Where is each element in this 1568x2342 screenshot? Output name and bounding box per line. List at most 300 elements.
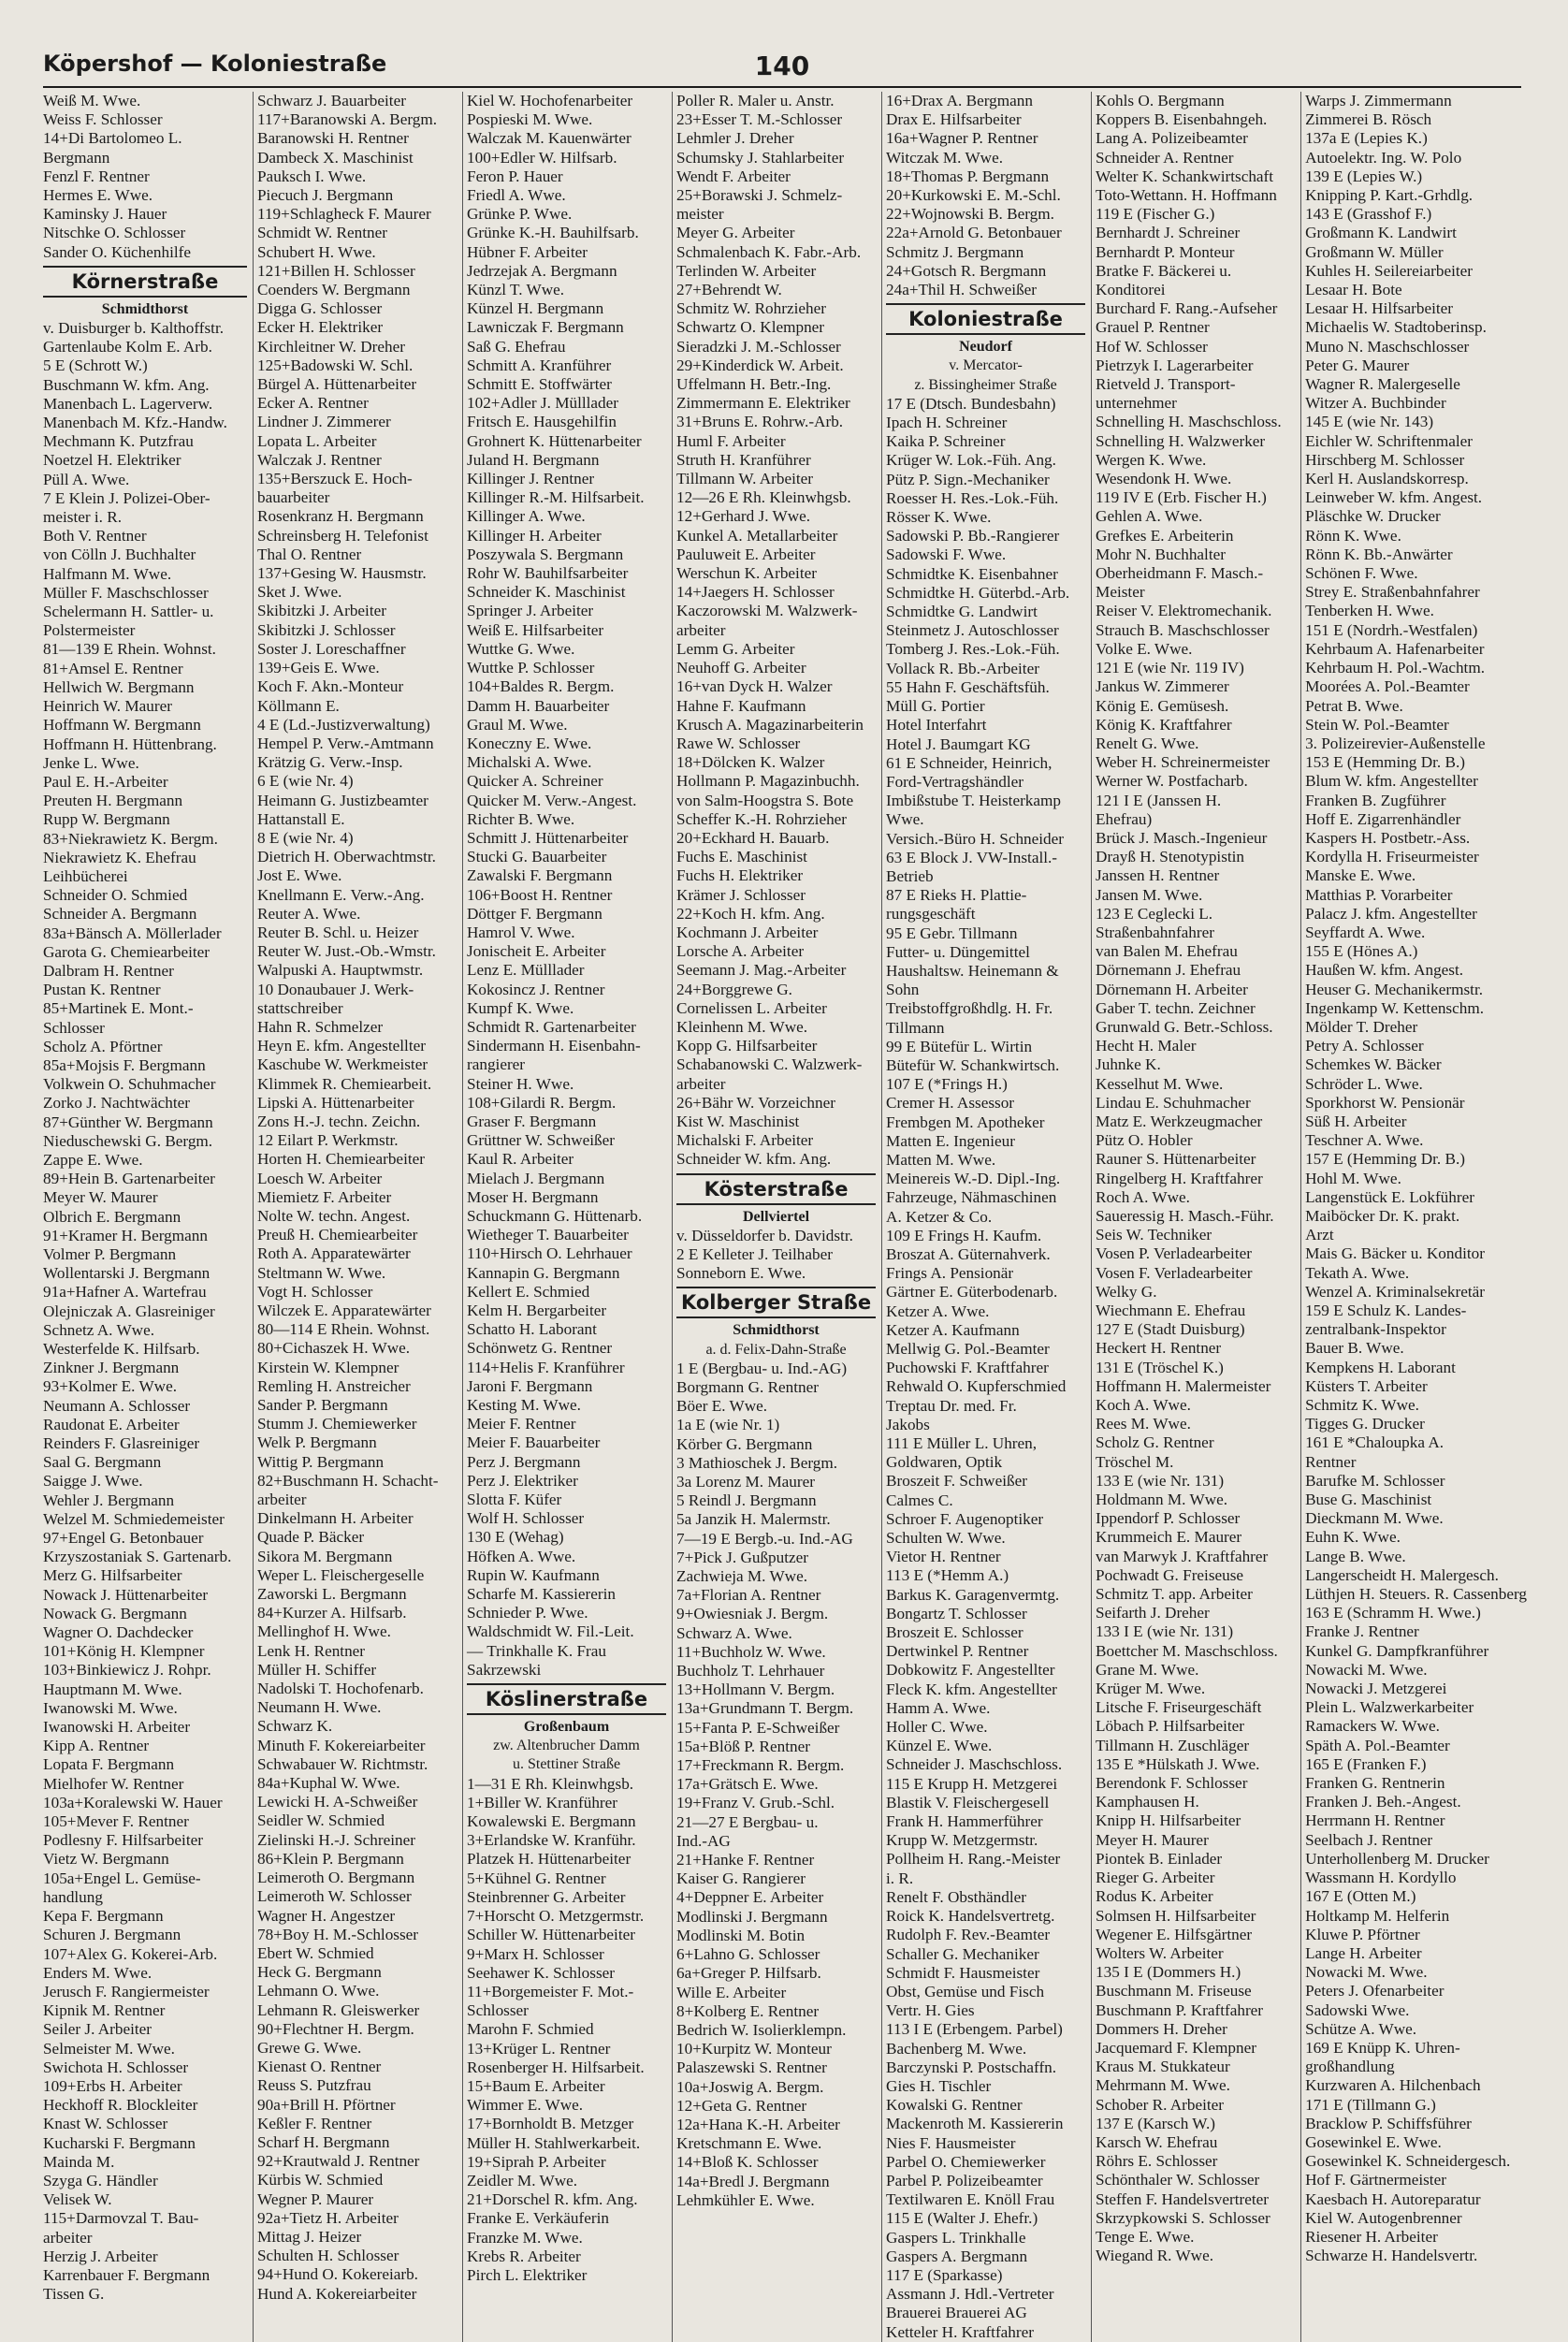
directory-entry: Gaber T. techn. Zeichner bbox=[1096, 998, 1256, 1017]
directory-entry: Wittig P. Bergmann bbox=[257, 1452, 385, 1471]
directory-entry: Tröschel M. bbox=[1096, 1452, 1174, 1471]
directory-entry: Kunkel A. Metallarbeiter bbox=[676, 526, 838, 545]
directory-entry: van Marwyk J. Kraftfahrer bbox=[1096, 1547, 1269, 1565]
directory-entry: Lopata F. Bergmann bbox=[43, 1755, 175, 1774]
directory-entry: Olejniczak A. Glasreiniger bbox=[43, 1302, 215, 1320]
directory-entry: Rohr W. Bauhilfsarbeiter bbox=[467, 564, 629, 583]
directory-entry: Schiller W. Hüttenarbeiter bbox=[467, 1926, 635, 1944]
directory-entry: Heyn E. kfm. Angestellter bbox=[257, 1037, 426, 1055]
directory-entry: Lorsche A. Arbeiter bbox=[676, 942, 805, 961]
directory-entry: Broszat A. Güternahverk. bbox=[886, 1244, 1051, 1263]
directory-entry: Zimmermann E. Elektriker bbox=[676, 394, 850, 413]
directory-entry: Schuckmann G. Hüttenarb. bbox=[467, 1206, 643, 1225]
directory-entry: 12—26 E Rh. Kleinwhgsb. bbox=[676, 488, 851, 507]
directory-entry: Michaelis W. Stadtoberinsp. bbox=[1305, 318, 1487, 337]
directory-entry: Kluwe P. Pförtner bbox=[1305, 1925, 1420, 1943]
directory-entry: Buschmann M. Friseuse bbox=[1096, 1982, 1252, 2000]
directory-entry: Schuren J. Bergmann bbox=[43, 1926, 181, 1944]
directory-entry: Gaspers L. Trinkhalle bbox=[886, 2228, 1026, 2247]
directory-entry: Kepa F. Bergmann bbox=[43, 1907, 164, 1926]
directory-entry: Peters J. Ofenarbeiter bbox=[1305, 1982, 1445, 2000]
directory-entry: Heinrich W. Maurer bbox=[43, 697, 172, 716]
directory-entry: Schwarz J. Bauarbeiter bbox=[257, 92, 406, 109]
directory-entry: 7 E Klein J. Polizei-Ober- bbox=[43, 488, 211, 507]
directory-entry: Straßenbahnfahrer bbox=[1096, 923, 1214, 941]
directory-entry: Fuchs H. Elektriker bbox=[676, 866, 804, 885]
directory-entry: Sohn bbox=[886, 981, 920, 999]
directory-entry: arbeiter bbox=[676, 620, 726, 639]
directory-entry: 169 E Knüpp K. Uhren- bbox=[1305, 2038, 1460, 2057]
directory-entry: Vietor H. Rentner bbox=[886, 1548, 1001, 1566]
directory-entry: 139+Geis E. Wwe. bbox=[257, 659, 380, 677]
directory-entry: 22+Wojnowski B. Bergm. bbox=[886, 205, 1054, 224]
directory-entry: 92+Krautwald J. Rentner bbox=[257, 2152, 420, 2171]
directory-entry: Kist W. Maschinist bbox=[676, 1112, 800, 1130]
directory-entry: Friedl A. Wwe. bbox=[467, 186, 566, 205]
directory-entry: Küsters T. Arbeiter bbox=[1305, 1376, 1428, 1395]
directory-entry: Killinger H. Arbeiter bbox=[467, 526, 602, 545]
directory-entry: Künzel H. Bergmann bbox=[467, 299, 604, 318]
directory-entry: 123 E Ceglecki L. bbox=[1096, 904, 1213, 923]
directory-entry: Perz J. Elektriker bbox=[467, 1471, 578, 1490]
directory-entry: Hamrol V. Wwe. bbox=[467, 923, 575, 941]
directory-entry: Bürgel A. Hüttenarbeiter bbox=[257, 375, 417, 394]
directory-entry: 18+Dölcken K. Walzer bbox=[676, 753, 825, 772]
page-number: 140 bbox=[754, 51, 810, 81]
directory-entry: 7—19 E Bergb.-u. Ind.-AG bbox=[676, 1529, 853, 1548]
directory-entry: Krupp W. Metzgermstr. bbox=[886, 1831, 1038, 1850]
directory-entry: Struth H. Kranführer bbox=[676, 450, 811, 469]
directory-entry: Manske E. Wwe. bbox=[1305, 866, 1416, 885]
directory-entry: Wwe. bbox=[886, 810, 924, 829]
directory-entry: Lange H. Arbeiter bbox=[1305, 1943, 1422, 1962]
street-range: zw. Altenbrucher Damm bbox=[493, 1738, 640, 1754]
directory-entry: Manenbach L. Lagerverw. bbox=[43, 394, 213, 413]
directory-entry: Keßler F. Rentner bbox=[257, 2114, 372, 2132]
directory-entry: Lesaar H. Hilfsarbeiter bbox=[1305, 299, 1454, 318]
directory-entry: 14+Di Bartolomeo L. bbox=[43, 129, 182, 148]
directory-entry: 7+Horscht O. Metzgermstr. bbox=[467, 1907, 645, 1926]
directory-entry: 3+Erlandske W. Kranführ. bbox=[467, 1831, 636, 1850]
directory-entry: 171 E (Tillmann G.) bbox=[1305, 2095, 1436, 2114]
directory-entry: 91a+Hafner A. Wartefrau bbox=[43, 1283, 207, 1302]
directory-entry: Grauel P. Rentner bbox=[1096, 318, 1210, 337]
directory-entry: 121 I E (Janssen H. bbox=[1096, 791, 1222, 809]
directory-entry: Kellert E. Schmied bbox=[467, 1282, 590, 1301]
directory-entry: Warps J. Zimmermann bbox=[1305, 92, 1452, 109]
directory-entry: 5a Janzik H. Malermstr. bbox=[676, 1510, 831, 1529]
directory-entry: Seis W. Techniker bbox=[1096, 1226, 1212, 1244]
directory-entry: Schneider A. Rentner bbox=[1096, 148, 1234, 167]
district-label: Großenbaum bbox=[523, 1719, 610, 1736]
directory-entry: Leinweber W. kfm. Angest. bbox=[1305, 488, 1483, 507]
directory-entry: Scheffer K.-H. Rohrzieher bbox=[676, 809, 848, 828]
directory-entry: Walczak M. Kauenwärter bbox=[467, 129, 632, 148]
directory-entry: Peter G. Maurer bbox=[1305, 356, 1410, 374]
directory-entry: Rönn K. Wwe. bbox=[1305, 526, 1401, 545]
directory-entry: Stumm J. Chemiewerker bbox=[257, 1415, 417, 1433]
directory-entry: 21+Dorschel R. kfm. Ang. bbox=[467, 2190, 638, 2209]
directory-entry: Boettcher M. Maschschloss. bbox=[1096, 1641, 1278, 1660]
directory-entry: Leimeroth W. Schlosser bbox=[257, 1887, 412, 1906]
directory-entry: Obst, Gemüse und Fisch bbox=[886, 1982, 1045, 2000]
directory-entry: 9+Marx H. Schlosser bbox=[467, 1944, 604, 1963]
directory-entry: Halfmann M. Wwe. bbox=[43, 564, 172, 583]
directory-entry: Tillmann H. Zuschläger bbox=[1096, 1736, 1250, 1754]
directory-entry: Barczynski P. Postschaffn. bbox=[886, 2058, 1057, 2076]
directory-entry: 97+Engel G. Betonbauer bbox=[43, 1529, 204, 1548]
directory-entry: Quicker M. Verw.-Angest. bbox=[467, 791, 637, 809]
directory-entry: Bachenberg M. Wwe. bbox=[886, 2039, 1027, 2058]
directory-entry: Ind.-AG bbox=[676, 1831, 731, 1850]
directory-entry: 17 E (Dtsch. Bundesbahn) bbox=[886, 394, 1056, 413]
directory-entry: Baranowski H. Rentner bbox=[257, 129, 409, 148]
directory-entry: Barkus K. Garagenvermtg. bbox=[886, 1585, 1060, 1604]
directory-entry: Miemietz F. Arbeiter bbox=[257, 1187, 392, 1206]
directory-entry: Welzel M. Schmiedemeister bbox=[43, 1509, 225, 1528]
directory-entry: Gartenlaube Kolm E. Arb. bbox=[43, 338, 212, 356]
directory-entry: Lemm G. Arbeiter bbox=[676, 639, 795, 658]
directory-entry: Palaszewski S. Rentner bbox=[676, 2058, 827, 2077]
directory-entry: Lehmann O. Wwe. bbox=[257, 1982, 380, 2000]
street-range: z. Bissingheimer Straße bbox=[914, 376, 1057, 393]
directory-entry: unternehmer bbox=[1096, 394, 1177, 413]
directory-entry: Holtkamp M. Helferin bbox=[1305, 1906, 1450, 1925]
directory-entry: Kopp G. Hilfsarbeiter bbox=[676, 1037, 818, 1055]
directory-entry: 18+Thomas P. Bergmann bbox=[886, 167, 1050, 185]
district-label: Schmidthorst bbox=[733, 1322, 820, 1339]
directory-entry: Wagner H. Angestzer bbox=[257, 1906, 396, 1925]
directory-entry: Steffen F. Handelsvertreter bbox=[1096, 2189, 1269, 2208]
directory-entry: Heimann G. Justizbeamter bbox=[257, 791, 428, 809]
directory-entry: rangierer bbox=[467, 1055, 526, 1074]
directory-entry: Huml F. Arbeiter bbox=[676, 431, 786, 450]
directory-entry: Seemann J. Mag.-Arbeiter bbox=[676, 961, 847, 980]
directory-entry: Slotta F. Küfer bbox=[467, 1491, 562, 1509]
directory-entry: 80+Cichaszek H. Wwe. bbox=[257, 1339, 411, 1358]
directory-entry: — Trinkhalle K. Frau bbox=[467, 1641, 606, 1660]
directory-entry: Raudonat E. Arbeiter bbox=[43, 1415, 180, 1433]
directory-entry: Piontek B. Einlader bbox=[1096, 1849, 1223, 1868]
directory-entry: Knellmann E. Verw.-Ang. bbox=[257, 885, 425, 904]
directory-entry: Treibstoffgroßhdlg. H. Fr. bbox=[886, 999, 1053, 1018]
directory-entry: Rietveld J. Transport- bbox=[1096, 375, 1236, 394]
directory-entry: Seelbach J. Rentner bbox=[1305, 1830, 1433, 1849]
directory-entry: Wegner P. Maurer bbox=[257, 2189, 374, 2208]
directory-entry: 14+Jaegers H. Schlosser bbox=[676, 583, 835, 602]
directory-entry: Cornelissen L. Arbeiter bbox=[676, 998, 827, 1017]
directory-entry: Ketzer A. Kaufmann bbox=[886, 1320, 1020, 1339]
directory-entry: Wietheger T. Bauarbeiter bbox=[467, 1226, 629, 1244]
directory-entry: Ford-Vertragshändler bbox=[886, 772, 1024, 791]
directory-entry: Werner W. Postfacharb. bbox=[1096, 772, 1248, 791]
directory-entry: Polstermeister bbox=[43, 621, 136, 640]
directory-entry: Kaczorowski M. Walzwerk- bbox=[676, 602, 858, 620]
directory-entry: Ecker H. Elektriker bbox=[257, 318, 384, 337]
directory-entry: Schumsky J. Stahlarbeiter bbox=[676, 148, 845, 167]
directory-column bbox=[43, 92, 253, 2342]
directory-entry: Mehrmann M. Wwe. bbox=[1096, 2076, 1230, 2095]
directory-entry: 78+Boy H. M.-Schlosser bbox=[257, 1925, 419, 1943]
directory-entry: Schelermann H. Sattler- u. bbox=[43, 603, 214, 621]
directory-entry: Steinmetz J. Autoschlosser bbox=[886, 621, 1059, 640]
directory-entry: 85a+Mojsis F. Bergmann bbox=[43, 1055, 206, 1074]
directory-entry: Matz E. Werkzeugmacher bbox=[1096, 1112, 1263, 1130]
directory-entry: Dambeck X. Maschinist bbox=[257, 148, 414, 167]
directory-entry: 127 E (Stadt Duisburg) bbox=[1096, 1320, 1245, 1339]
directory-entry: 15+Fanta P. E-Schweißer bbox=[676, 1718, 840, 1737]
directory-entry: Renelt G. Wwe. bbox=[1096, 734, 1199, 752]
directory-entry: 29+Kinderdick W. Arbeit. bbox=[676, 356, 844, 374]
directory-entry: 103+Binkiewicz J. Rohpr. bbox=[43, 1661, 211, 1680]
directory-entry: Müller F. Maschschlosser bbox=[43, 583, 209, 602]
directory-entry: Wegener E. Hilfsgärtner bbox=[1096, 1925, 1253, 1943]
directory-entry: Michalski F. Arbeiter bbox=[676, 1131, 814, 1150]
directory-entry: Kamphausen H. bbox=[1096, 1793, 1199, 1811]
directory-entry: Schemkes W. Bäcker bbox=[1305, 1055, 1442, 1074]
directory-entry: Merz G. Hilfsarbeiter bbox=[43, 1566, 182, 1585]
directory-entry: Fahrzeuge, Nähmaschinen bbox=[886, 1188, 1057, 1207]
directory-entry: Lehmann R. Gleiswerker bbox=[257, 2000, 420, 2019]
directory-entry: 119 IV E (Erb. Fischer H.) bbox=[1096, 488, 1267, 507]
directory-entry: 130 E (Wehag) bbox=[467, 1528, 564, 1547]
directory-entry: Dieckmann M. Wwe. bbox=[1305, 1509, 1444, 1528]
directory-entry: Drayß H. Stenotypistin bbox=[1096, 848, 1245, 866]
directory-entry: Heckhoff R. Blockleiter bbox=[43, 2096, 198, 2115]
directory-entry: Weiss F. Schlosser bbox=[43, 110, 163, 129]
directory-entry: 111 E Müller L. Uhren, bbox=[886, 1434, 1038, 1453]
directory-entry: 27+Behrendt W. bbox=[676, 281, 782, 299]
directory-entry: Wollentarski J. Bergmann bbox=[43, 1264, 211, 1283]
directory-entry: 3 Mathioschek J. Bergm. bbox=[676, 1453, 838, 1472]
directory-entry: Modlinski M. Botin bbox=[676, 1926, 806, 1944]
directory-entry: Kehrbaum A. Hafenarbeiter bbox=[1305, 639, 1485, 658]
directory-entry: Pläschke W. Drucker bbox=[1305, 507, 1441, 526]
directory-entry: Enders M. Wwe. bbox=[43, 1963, 152, 1982]
directory-entry: Versich.-Büro H. Schneider bbox=[886, 829, 1064, 848]
directory-entry: 94+Hund O. Kokereiarb. bbox=[257, 2265, 418, 2284]
street-heading: Kolberger Straße bbox=[676, 1287, 876, 1318]
directory-entry: Seidler W. Schmied bbox=[257, 1811, 385, 1830]
directory-entry: Tissen G. bbox=[43, 2285, 105, 2304]
directory-entry: Koch F. Akn.-Monteur bbox=[257, 677, 404, 696]
directory-entry: Franzke M. Wwe. bbox=[467, 2228, 583, 2247]
directory-entry: Imbißstube T. Heisterkamp bbox=[886, 792, 1061, 810]
directory-entry: Schnelling H. Walzwerker bbox=[1096, 431, 1266, 450]
directory-entry: Lange B. Wwe. bbox=[1305, 1547, 1406, 1565]
directory-entry: Neumann H. Wwe. bbox=[257, 1698, 382, 1717]
directory-entry: Neumann A. Schlosser bbox=[43, 1396, 191, 1415]
directory-entry: Nowacki J. Metzgerei bbox=[1305, 1680, 1447, 1698]
directory-entry: Manenbach M. Kfz.-Handw. bbox=[43, 414, 227, 432]
directory-entry: Müll G. Portier bbox=[886, 697, 985, 716]
directory-entry: Lüthjen H. Steuers. R. Cassenberg bbox=[1305, 1585, 1527, 1604]
directory-entry: Herrmann H. Rentner bbox=[1305, 1811, 1445, 1830]
directory-entry: Both V. Rentner bbox=[43, 527, 147, 545]
directory-entry: 24a+Thil H. Schweißer bbox=[886, 281, 1038, 299]
directory-entry: Killinger R.-M. Hilfsarbeit. bbox=[467, 488, 645, 507]
directory-entry: Schneider A. Bergmann bbox=[43, 905, 197, 924]
directory-entry: Kleinhenn M. Wwe. bbox=[676, 1017, 808, 1036]
directory-entry: Meyer W. Maurer bbox=[43, 1188, 158, 1207]
directory-entry: Garota G. Chemiearbeiter bbox=[43, 942, 211, 961]
directory-entry: Langenstück E. Lokführer bbox=[1305, 1187, 1474, 1206]
directory-entry: Lewicki H. A-Schweißer bbox=[257, 1793, 418, 1811]
directory-entry: Hotel J. Baumgart KG bbox=[886, 735, 1031, 753]
directory-entry: Knast W. Schlosser bbox=[43, 2115, 168, 2133]
directory-entry: Sadowski Wwe. bbox=[1305, 2000, 1410, 2019]
directory-entry: Rentner bbox=[1305, 1452, 1357, 1471]
directory-entry: Uffelmann H. Betr.-Ing. bbox=[676, 375, 832, 394]
directory-entry: 165 E (Franken F.) bbox=[1305, 1754, 1427, 1773]
directory-entry: 102+Adler J. Mülllader bbox=[467, 394, 618, 413]
directory-entry: Tomberg J. Res.-Lok.-Füh. bbox=[886, 640, 1060, 659]
directory-entry: 11+Buchholz W. Wwe. bbox=[676, 1642, 826, 1661]
directory-entry: 24+Borggrewe G. bbox=[676, 980, 792, 998]
directory-entry: Wimmer E. Wwe. bbox=[467, 2096, 584, 2115]
directory-entry: Moorées A. Pol.-Beamter bbox=[1305, 677, 1470, 696]
directory-entry: Fenzl F. Rentner bbox=[43, 167, 150, 185]
directory-entry: Leihbücherei bbox=[43, 866, 128, 885]
directory-entry: 16+Drax A. Bergmann bbox=[886, 92, 1033, 109]
directory-entry: Schnieder P. Wwe. bbox=[467, 1604, 588, 1622]
directory-entry: Ingenkamp W. Kettenschm. bbox=[1305, 998, 1484, 1017]
street-heading: Körnerstraße bbox=[43, 266, 247, 298]
directory-entry: Ramackers W. Wwe. bbox=[1305, 1717, 1440, 1736]
directory-entry: Sieradzki J. M.-Schlosser bbox=[676, 337, 841, 356]
directory-entry: Stucki G. Bauarbeiter bbox=[467, 848, 607, 866]
directory-entry: Hirschberg M. Schlosser bbox=[1305, 450, 1465, 469]
directory-entry: Saß G. Ehefrau bbox=[467, 337, 566, 356]
directory-entry: Schabanowski C. Walzwerk- bbox=[676, 1055, 863, 1074]
directory-column bbox=[462, 92, 672, 2342]
directory-entry: 12a+Hana K.-H. Arbeiter bbox=[676, 2115, 840, 2133]
directory-entry: Vosen F. Verladearbeiter bbox=[1096, 1263, 1253, 1282]
directory-entry: Holler C. Wwe. bbox=[886, 1718, 988, 1737]
directory-entry: Schmitt J. Hüttenarbeiter bbox=[467, 828, 629, 847]
directory-entry: Schröder L. Wwe. bbox=[1305, 1074, 1423, 1093]
directory-entry: Lenz E. Mülllader bbox=[467, 961, 585, 980]
directory-entry: Wassmann H. Kordyllo bbox=[1305, 1869, 1457, 1887]
directory-entry: 20+Eckhard H. Bauarb. bbox=[676, 828, 830, 847]
directory-entry: Stein W. Pol.-Beamter bbox=[1305, 715, 1449, 734]
directory-entry: Wergen K. Wwe. bbox=[1096, 450, 1207, 469]
directory-entry: Horten H. Chemiearbeiter bbox=[257, 1150, 425, 1169]
directory-entry: Wehler J. Bergmann bbox=[43, 1491, 175, 1509]
directory-entry: stattschreiber bbox=[257, 998, 343, 1017]
directory-entry: 101+König H. Klempner bbox=[43, 1642, 205, 1661]
directory-entry: Rupp W. Bergmann bbox=[43, 810, 170, 829]
directory-entry: Gehlen A. Wwe. bbox=[1096, 507, 1203, 526]
directory-entry: Preuß H. Chemiearbeiter bbox=[257, 1226, 418, 1244]
directory-entry: Buchholz T. Lehrhauer bbox=[676, 1662, 825, 1680]
directory-entry: Noetzel H. Elektriker bbox=[43, 451, 181, 470]
directory-entry: Schmidtke K. Eisenbahner bbox=[886, 564, 1058, 583]
directory-entry: Mainda M. bbox=[43, 2152, 115, 2171]
directory-entry: Krummeich E. Maurer bbox=[1096, 1528, 1242, 1547]
directory-entry: Weiß M. Wwe. bbox=[43, 92, 141, 109]
directory-entry: Grewe G. Wwe. bbox=[257, 2038, 362, 2057]
directory-entry: Schneider K. Maschinist bbox=[467, 583, 626, 602]
directory-entry: Reuter A. Wwe. bbox=[257, 904, 361, 923]
directory-entry: Rönn K. Bb.-Anwärter bbox=[1305, 545, 1453, 563]
directory-entry: Ketteler H. Kraftfahrer bbox=[886, 2322, 1034, 2341]
directory-entry: Tenberken H. Wwe. bbox=[1305, 602, 1434, 620]
directory-entry: Swichota H. Schlosser bbox=[43, 2058, 189, 2076]
directory-entry: Wendt F. Arbeiter bbox=[676, 167, 791, 185]
street-heading: Köslinerstraße bbox=[467, 1683, 666, 1715]
district-label: Dellviertel bbox=[742, 1208, 810, 1225]
directory-entry: Mohr N. Buchhalter bbox=[1096, 545, 1226, 563]
directory-entry: Mittag J. Heizer bbox=[257, 2227, 362, 2246]
directory-entry: Haußen W. kfm. Angest. bbox=[1305, 961, 1464, 980]
directory-entry: Kucharski F. Bergmann bbox=[43, 2133, 196, 2152]
directory-entry: Rauner S. Hüttenarbeiter bbox=[1096, 1150, 1256, 1169]
directory-entry: Nowacki M. Wwe. bbox=[1305, 1660, 1428, 1679]
directory-entry: Löbach P. Hilfsarbeiter bbox=[1096, 1717, 1244, 1736]
directory-entry: Nitschke O. Schlosser bbox=[43, 224, 186, 242]
directory-entry: 121+Billen H. Schlosser bbox=[257, 261, 415, 280]
directory-entry: Kienast O. Rentner bbox=[257, 2058, 382, 2076]
directory-entry: Maiböcker Dr. K. prakt. bbox=[1305, 1206, 1460, 1225]
directory-entry: Schmidtke H. Güterbd.-Arb. bbox=[886, 583, 1070, 602]
directory-entry: 161 E *Chaloupka A. bbox=[1305, 1433, 1445, 1452]
directory-entry: Wesendonk H. Wwe. bbox=[1096, 470, 1232, 488]
directory-entry: 2 E Kelleter J. Teilhaber bbox=[676, 1244, 833, 1263]
directory-entry: Wuttke P. Schlosser bbox=[467, 659, 595, 677]
directory-entry: 84+Kurzer A. Hilfsarb. bbox=[257, 1604, 407, 1622]
directory-entry: 83+Niekrawietz K. Bergm. bbox=[43, 829, 218, 848]
directory-entry: 105a+Engel L. Gemüse- bbox=[43, 1869, 201, 1887]
directory-entry: 14a+Bredl J. Bergmann bbox=[676, 2172, 830, 2190]
directory-entry: Sket J. Wwe. bbox=[257, 583, 342, 602]
directory-entry: Sander P. Bergmann bbox=[257, 1396, 388, 1415]
directory-entry: Sander O. Küchenhilfe bbox=[43, 242, 191, 261]
directory-entry: Kaesbach H. Autoreparatur bbox=[1305, 2189, 1481, 2208]
directory-entry: 5+Kühnel G. Rentner bbox=[467, 1869, 606, 1887]
directory-entry: 110+Hirsch O. Lehrhauer bbox=[467, 1244, 632, 1263]
directory-entry: Wenzel A. Kriminalsekretär bbox=[1305, 1282, 1485, 1301]
street-range: v. Mercator- bbox=[949, 357, 1023, 374]
directory-entry: Reinders F. Glasreiniger bbox=[43, 1434, 200, 1453]
directory-entry: 81—139 E Rhein. Wohnst. bbox=[43, 640, 216, 659]
directory-entry: Buschmann W. kfm. Ang. bbox=[43, 375, 210, 394]
directory-entry: Zawalski F. Bergmann bbox=[467, 866, 613, 885]
directory-entry: Remling H. Anstreicher bbox=[257, 1376, 411, 1395]
directory-entry: 31+Bruns E. Rohrw.-Arb. bbox=[676, 413, 844, 431]
directory-entry: Klimmek R. Chemiearbeit. bbox=[257, 1074, 432, 1093]
directory-entry: Böer E. Wwe. bbox=[676, 1397, 768, 1416]
directory-entry: 119+Schlagheck F. Maurer bbox=[257, 205, 431, 224]
directory-entry: Bütefür W. Schankwirtsch. bbox=[886, 1055, 1060, 1074]
directory-entry: Tekath A. Wwe. bbox=[1305, 1263, 1410, 1282]
directory-entry: Coenders W. Bergmann bbox=[257, 281, 411, 299]
directory-entry: Pauluweit E. Arbeiter bbox=[676, 545, 816, 563]
directory-entry: Nolte W. techn. Angest. bbox=[257, 1206, 411, 1225]
directory-entry: Hund A. Kokereiarbeiter bbox=[257, 2284, 417, 2303]
directory-entry: Wilczek E. Apparatewärter bbox=[257, 1302, 431, 1319]
directory-entry: 17a+Grätsch E. Wwe. bbox=[676, 1775, 819, 1794]
directory-entry: Calmes C. bbox=[886, 1491, 953, 1509]
directory-entry: Grohnert K. Hüttenarbeiter bbox=[467, 431, 642, 450]
directory-entry: 6a+Greger P. Hilfsarb. bbox=[676, 1964, 821, 1983]
directory-entry: Petry A. Schlosser bbox=[1305, 1037, 1424, 1055]
directory-entry: Leimeroth O. Bergmann bbox=[257, 1869, 415, 1887]
directory-entry: Quade P. Bäcker bbox=[257, 1528, 365, 1547]
directory-entry: Grunwald G. Betr.-Schloss. bbox=[1096, 1017, 1273, 1036]
directory-entry: 113 I E (Erbengem. Parbel) bbox=[886, 2020, 1063, 2039]
directory-entry: handlung bbox=[43, 1887, 103, 1906]
